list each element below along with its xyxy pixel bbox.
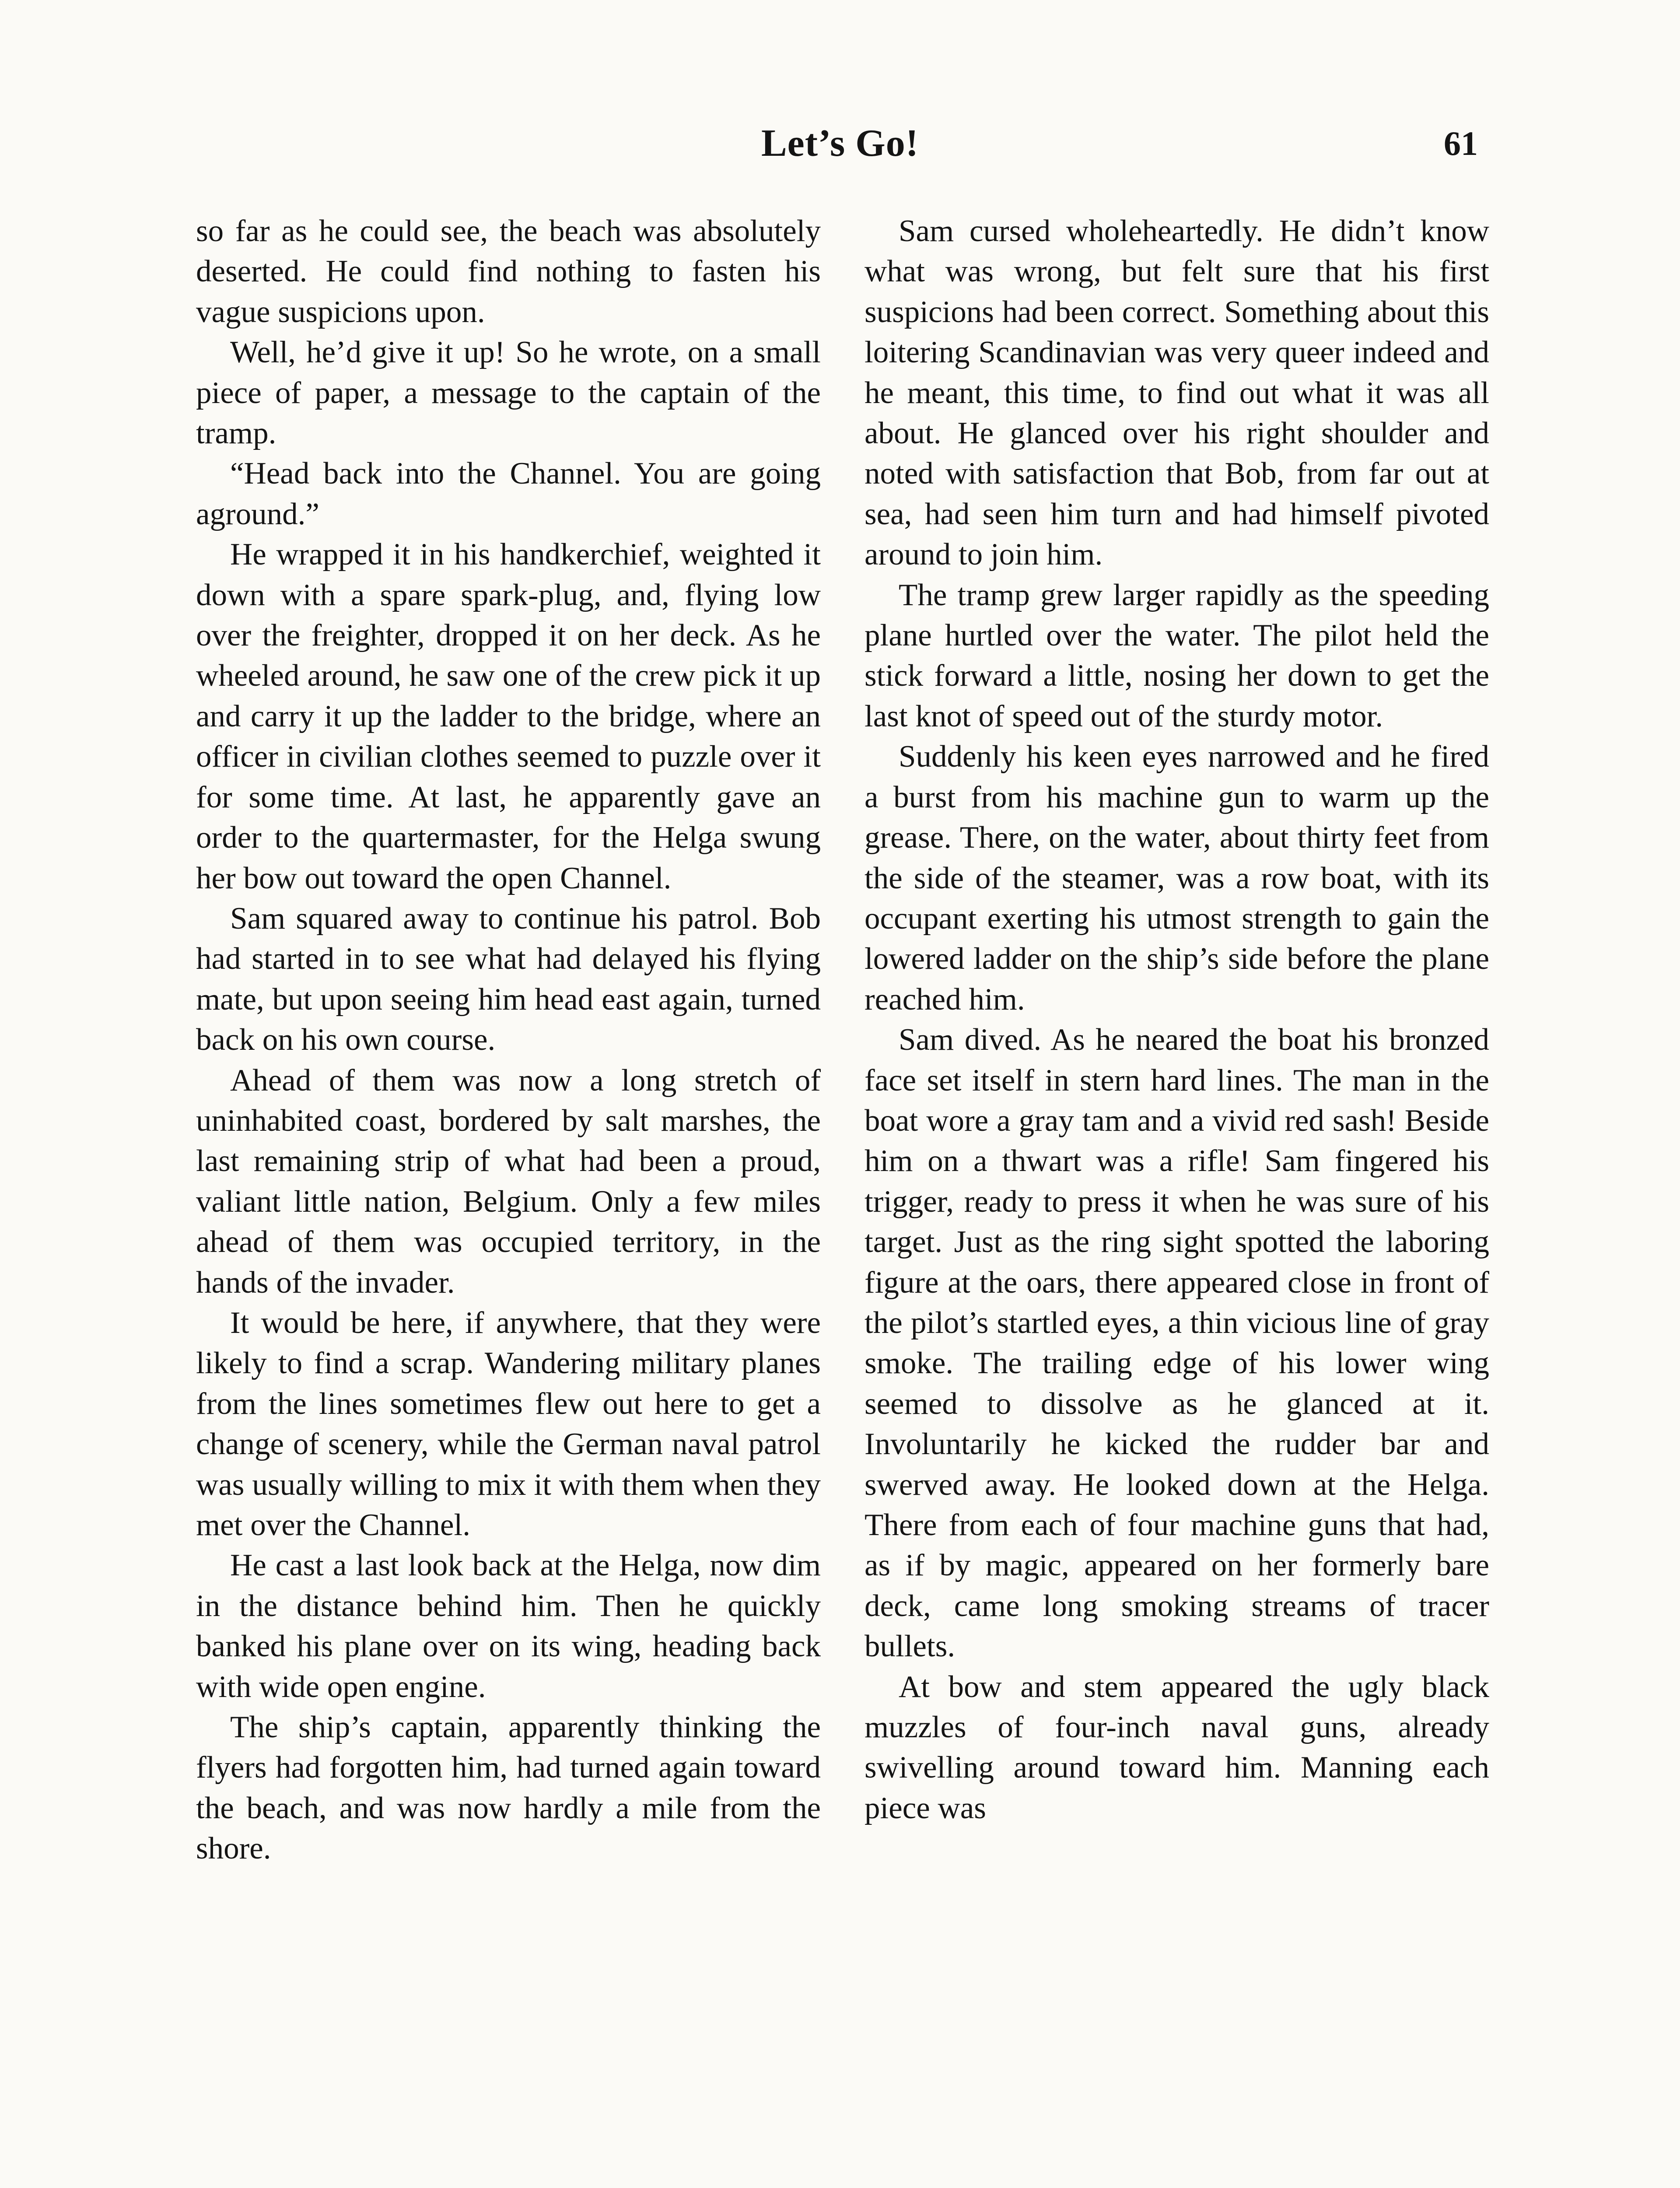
paragraph: Ahead of them was now a long stretch of uninhabited coast, bordered by salt marshes, the last remaining strip of what had been a proud, valiant little nation, Belgium. Only a few miles ahead of them was occupied territory, in the hands of the invader. [196,1063,821,1300]
right-text-column [864,211,1489,1828]
paragraph: Sam squared away to continue his patrol. Bob had started in to see what had delayed his flying mate, but upon seeing him head east again, turned back on his own course. [196,901,821,1057]
paragraph: He wrapped it in his handkerchief, weighted it down with a spare spark-plug, and, flying low over the freighter, dropped it on her deck. As he wheeled around, he saw one of the crew pick it up and carry it up the ladder to the bridge, where an officer in civilian clothes seemed to puzzle over it for some time. At last, he apparently gave an order to the quartermaster, for the Helga swung her bow out toward the open Channel. [196,537,821,895]
paragraph: He cast a last look back at the Helga, now dim in the distance behind him. Then he quickly banked his plane over on its wing, heading back with wide open engine. [196,1548,821,1704]
paragraph: It would be here, if anywhere, that they were likely to find a scrap. Wandering military planes from the lines sometimes flew out here to get a change of scenery, while the German naval patrol was usually willing to mix it with them when they met over the Channel. [196,1305,821,1542]
paragraph: The ship’s captain, apparently thinking the flyers had forgotten him, had turned again toward the beach, and was now hardly a mile from the shore. [196,1710,821,1866]
paragraph: so far as he could see, the beach was absolutely deserted. He could find nothing to fasten his vague suspicions upon. [196,214,821,329]
paragraph: Sam cursed wholeheartedly. He didn’t know what was wrong, but felt sure that his first suspicions had been correct. Something about this loitering Scandinavian was very queer indeed and he meant, this time, to find out what it was all about. He glanced over his right shoulder and noted with satisfaction that Bob, from far out at sea, had seen him turn and had himself pivoted around to join him. [864,214,1489,572]
page-header [0,117,1680,170]
paragraph: Sam dived. As he neared the boat his bronzed face set itself in stern hard lines. The man in the boat wore a gray tam and a vivid red sash! Beside him on a thwart was a rifle! Sam fingered his trigger, ready to press it when he was sure of his target. Just as the ring sight spotted the laboring figure at the oars, there appeared close in front of the pilot’s startled eyes, a thin vicious line of gray smoke. The trailing edge of his lower wing seemed to dissolve as he glanced at it. Involuntarily he kicked the rudder bar and swerved away. He looked down at the Helga. There from each of four machine guns that had, as if by magic, appeared on her formerly bare deck, came long smoking streams of tracer bullets. [864,1023,1489,1664]
paragraph: At bow and stem appeared the ugly black muzzles of four-inch naval guns, already swivelling around toward him. Manning each piece was [864,1669,1489,1825]
left-text-column [196,211,821,1869]
running-title: Let’s Go! [761,122,919,165]
page-number: 61 [1444,124,1478,162]
paragraph: Well, he’d give it up! So he wrote, on a small piece of paper, a message to the captain of the tramp. [196,335,821,451]
paragraph: The tramp grew larger rapidly as the speeding plane hurtled over the water. The pilot held the stick forward a little, nosing her down to get the last knot of speed out of the sturdy motor. [864,578,1489,733]
paragraph: Suddenly his keen eyes narrowed and he fired a burst from his machine gun to warm up the grease. There, on the water, about thirty feet from the side of the steamer, was a row boat, with its occupant exerting his utmost strength to gain the lowered ladder on the ship’s side before the plane reached him. [864,740,1489,1017]
paragraph: “Head back into the Channel. You are going aground.” [196,456,821,531]
